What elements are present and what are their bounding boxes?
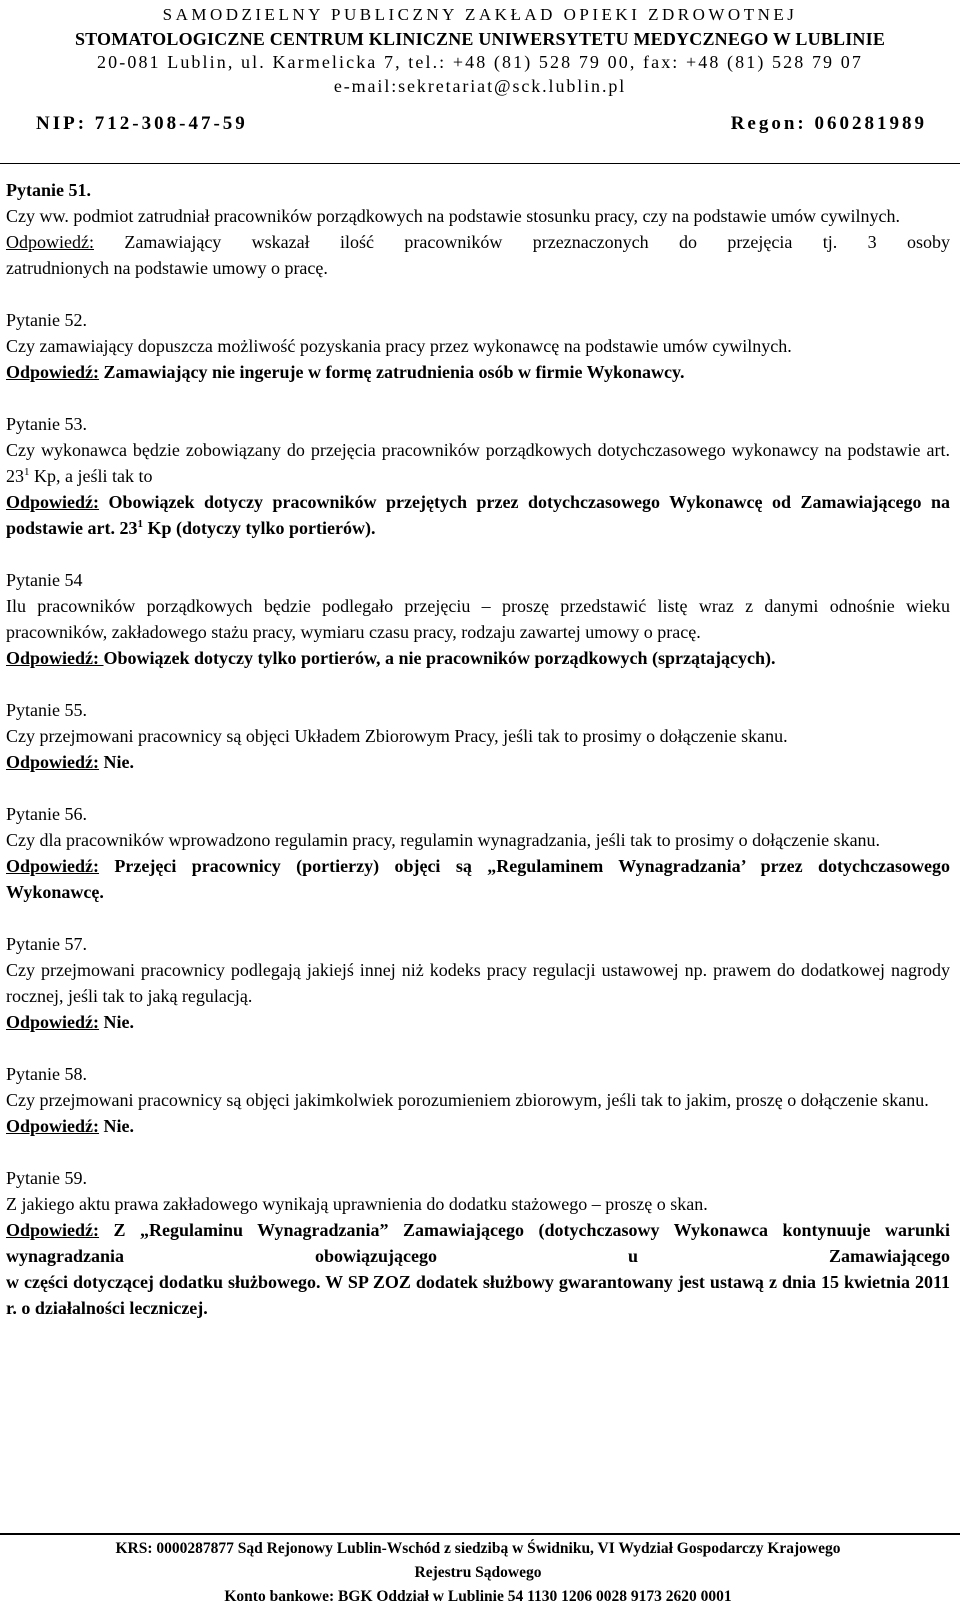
nip-number: NIP: 712-308-47-59 [36,113,248,134]
answer-label: Odpowiedź: [6,492,100,512]
question-57 [6,931,950,1035]
question-51 [6,177,950,281]
question-text: Ilu pracowników porządkowych będzie podlegało przejęciu – proszę przedstawić listę wraz z danymi odnośnie wieku pracowników, zakładowego stażu pracy, wymiaru czasu pracy, rodzaju zawartej umowy o pracę. [6,596,950,642]
answer [6,1009,950,1035]
answer-text: Nie. [99,752,135,772]
question-title: Pytanie 51. [6,180,91,200]
answer-text: Nie. [99,1116,135,1136]
question-54 [6,567,950,671]
question-55 [6,697,950,775]
answer [6,749,950,775]
answer-text: Zamawiający nie ingeruje w formę zatrudnienia osób w firmie Wykonawcy. [99,362,685,382]
answer-text: Obowiązek dotyczy tylko portierów, a nie pracowników porządkowych (sprzątających). [103,648,776,668]
question-text-part: Czy wykonawca będzie zobowiązany do przejęcia pracowników porządkowych dotychczasowego wykonawcy na podstawie art. 23 [6,440,950,486]
question-53 [6,411,950,541]
question-text: Czy przejmowani pracownicy są objęci jakimkolwiek porozumieniem zbiorowym, jeśli tak to jakim, proszę o dołączenie skanu. [6,1090,929,1110]
header-divider [0,163,960,164]
institution-address: 20-081 Lublin, ul. Karmelicka 7, tel.: +48 (81) 528 79 00, fax: +48 (81) 528 79 07 [97,52,863,72]
answer-label: Odpowiedź: [6,752,100,772]
answer [6,1113,950,1139]
answer-label: Odpowiedź: [6,232,94,252]
answer-continuation: w części dotyczącej dodatku służbowego. W SP ZOZ dodatek służbowy gwarantowany jest ustawą z dnia 15 kwietnia 2011 r. o działalności leczniczej. [6,1272,950,1318]
institution-email: e-mail:sekretariat@sck.lublin.pl [333,76,627,96]
question-title: Pytanie 54 [6,570,83,590]
tax-ids [28,113,932,135]
question-title: Pytanie 52. [6,310,87,330]
answer [6,1217,950,1269]
superscript: 1 [137,518,143,530]
answer-text: Obowiązek dotyczy pracowników przejętych przez dotychczasowego Wykonawcę od Zamawiającego na podstawie art. 23 [6,492,950,538]
question-52 [6,307,950,385]
krs-registry-cont: Rejestru Sądowego [414,1564,542,1581]
answer [6,359,950,385]
page-footer [6,1537,950,1609]
answer-line: zatrudnionych na podstawie umowy o pracę. [6,258,328,278]
question-title: Pytanie 57. [6,934,87,954]
document-body [6,177,950,1347]
question-title: Pytanie 53. [6,414,87,434]
answer-label: Odpowiedź: [6,1116,100,1136]
question-text: Czy dla pracowników wprowadzono regulamin pracy, regulamin wynagradzania, jeśli tak to prosimy o dołączenie skanu. [6,830,881,850]
bank-account: Konto bankowe: BGK Oddział w Lublinie 54 1130 1206 0028 9173 2620 0001 [224,1588,732,1605]
answer-text: Kp (dotyczy tylko portierów). [143,518,376,538]
footer-divider [0,1533,960,1535]
question-title: Pytanie 55. [6,700,87,720]
answer-label: Odpowiedź: [6,1220,100,1240]
question-text: Czy ww. podmiot zatrudniał pracowników porządkowych na podstawie stosunku pracy, czy na podstawie umów cywilnych. [6,206,900,226]
answer-label: Odpowiedź: [6,856,100,876]
regon-number: Regon: 060281989 [730,113,927,134]
question-text-part: Kp, a jeśli tak to [29,466,153,486]
question-text: Czy przejmowani pracownicy podlegają jakiejś innej niż kodeks pracy regulacji ustawowej np. prawem do dodatkowej nagrody rocznej, jeśli tak to jaką regulacją. [6,960,950,1006]
answer [6,645,950,671]
answer [6,853,950,905]
answer-text: Nie. [99,1012,135,1032]
institution-type: SAMODZIELNY PUBLICZNY ZAKŁAD OPIEKI ZDROWOTNEJ [162,5,798,24]
answer-label: Odpowiedź: [6,1012,100,1032]
question-title: Pytanie 58. [6,1064,87,1084]
superscript: 1 [24,466,30,478]
institution-name: STOMATOLOGICZNE CENTRUM KLINICZNE UNIWERSYTETU MEDYCZNEGO W LUBLINIE [74,29,886,49]
question-text [6,437,950,489]
question-text: Z jakiego aktu prawa zakładowego wynikają uprawnienia do dodatku stażowego – proszę o skan. [6,1194,708,1214]
question-text: Czy przejmowani pracownicy są objęci Układem Zbiorowym Pracy, jeśli tak to prosimy o dołączenie skanu. [6,726,788,746]
answer-text: Zamawiający wskazał ilość pracowników przeznaczonych do przejęcia tj. 3 osoby [93,232,950,252]
answer-label: Odpowiedź: [6,648,104,668]
question-title: Pytanie 59. [6,1168,87,1188]
letterhead [0,0,960,135]
question-58 [6,1061,950,1139]
answer [6,489,950,541]
question-title: Pytanie 56. [6,804,87,824]
question-text: Czy zamawiający dopuszcza możliwość pozyskania pracy przez wykonawcę na podstawie umów cywilnych. [6,336,792,356]
question-56 [6,801,950,905]
question-59 [6,1165,950,1321]
answer-text: Z „Regulaminu Wynagradzania” Zamawiającego (dotychczasowy Wykonawca kontynuuje warunki wynagradzania obowiązującego u Zamawiającego [6,1220,950,1266]
krs-registry: KRS: 0000287877 Sąd Rejonowy Lublin-Wschód z siedzibą w Świdniku, VI Wydział Gospodarczy Krajowego [115,1540,841,1557]
answer-text: Przejęci pracownicy (portierzy) objęci są „Regulaminem Wynagradzania’ przez dotychczasowego Wykonawcę. [6,856,950,902]
answer-line [6,229,950,255]
answer-label: Odpowiedź: [6,362,100,382]
